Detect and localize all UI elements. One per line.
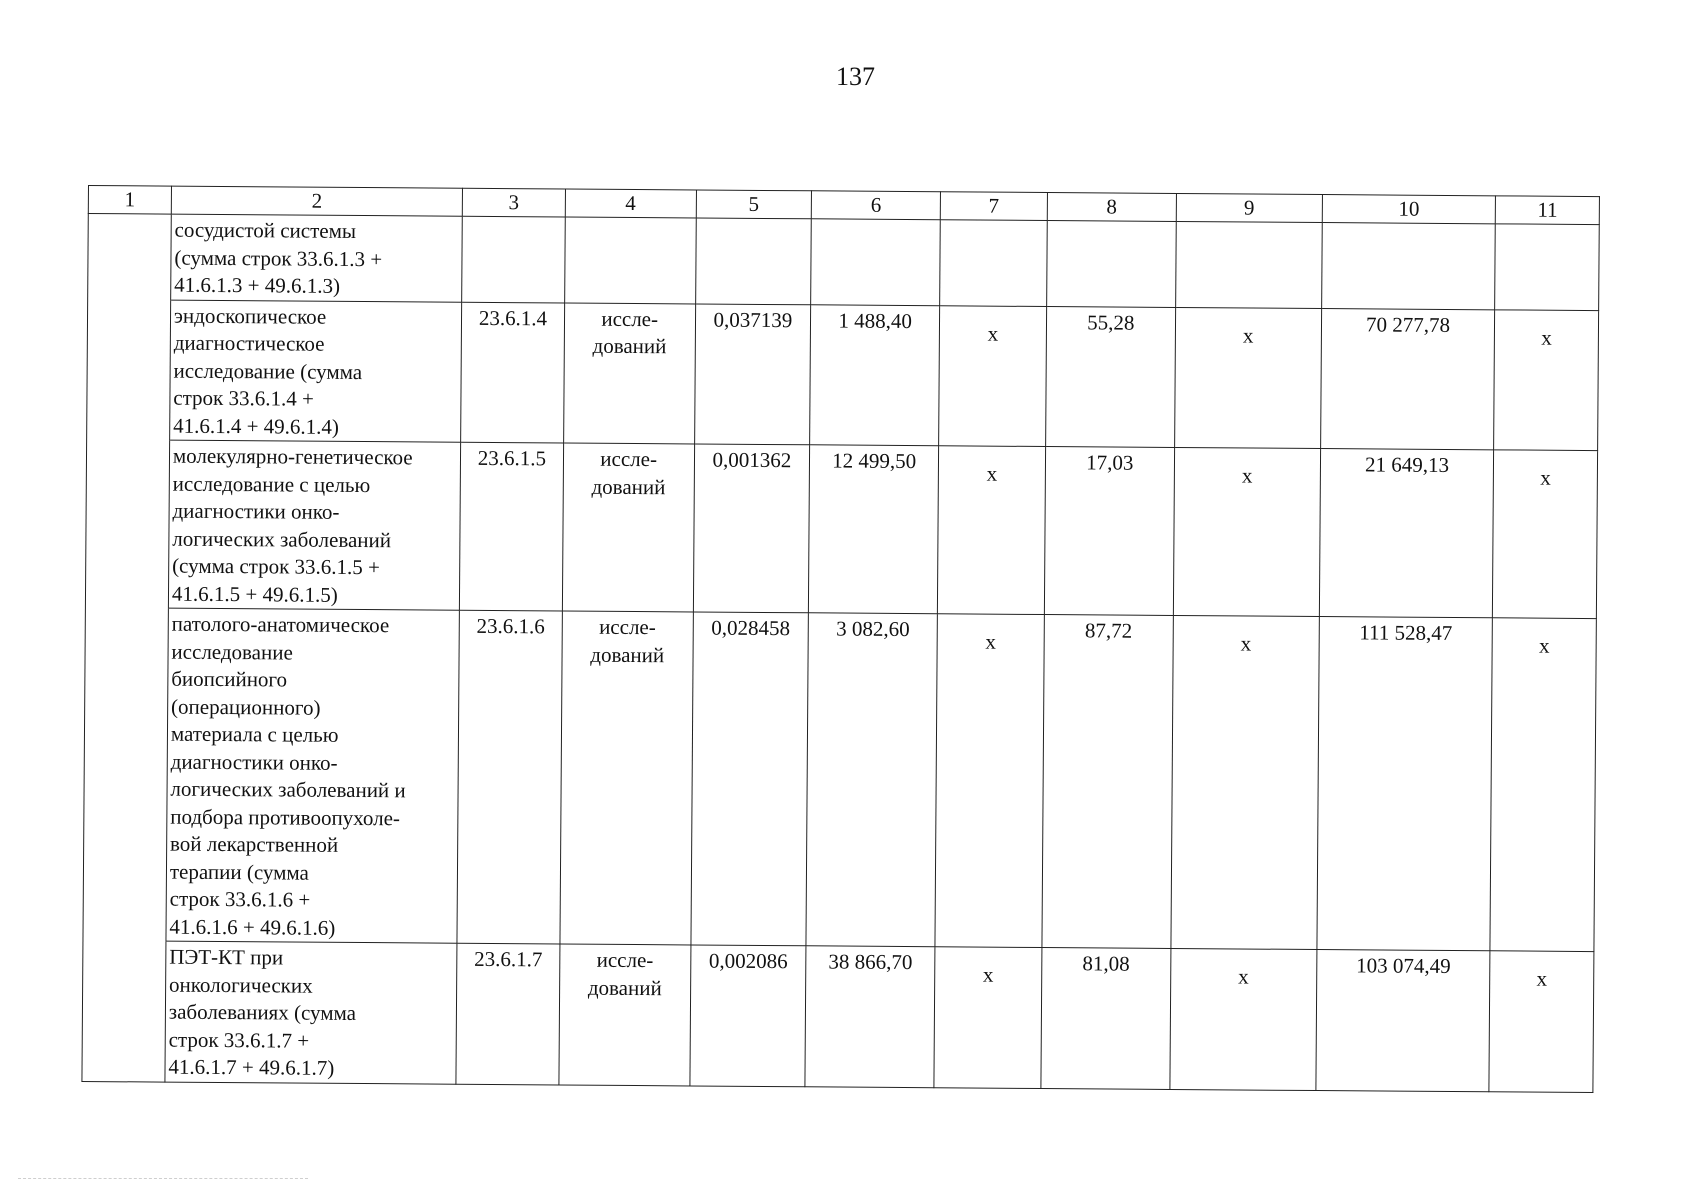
description-line: логических заболеваний и	[170, 776, 406, 803]
column-number: 6	[812, 191, 941, 220]
scan-artifact-line	[18, 1178, 308, 1179]
description-line: диагностики онко-	[172, 498, 340, 524]
description-line: заболеваниях (сумма	[168, 999, 357, 1025]
row-col7: х	[935, 614, 1044, 948]
row-col11	[1495, 224, 1599, 310]
row-description	[165, 941, 457, 1084]
page-number	[0, 62, 1697, 92]
row-col8: 17,03	[1044, 447, 1174, 616]
row-col9: х	[1171, 615, 1320, 949]
row-col7: х	[934, 947, 1042, 1088]
description-line: исследование (сумма	[173, 358, 363, 384]
data-table	[81, 185, 1600, 1093]
page-number-text: 137	[836, 62, 875, 91]
row-col8: 81,08	[1041, 948, 1171, 1089]
row-col11: х	[1489, 951, 1594, 1092]
row-code: 23.6.1.5	[460, 442, 564, 611]
table-row	[87, 299, 1599, 451]
row-group-cell	[83, 607, 168, 941]
row-col5: 0,037139	[694, 303, 811, 444]
row-col8: 87,72	[1042, 615, 1173, 949]
row-col5: 0,001362	[693, 444, 810, 613]
column-number: 2	[171, 186, 462, 216]
row-col9: х	[1170, 948, 1317, 1090]
row-description	[168, 440, 461, 610]
description-line: диагностическое	[173, 330, 325, 356]
row-col11: х	[1494, 309, 1599, 450]
row-col10: 111 528,47	[1317, 617, 1493, 951]
row-col7: х	[939, 305, 1047, 446]
row-col7: х	[937, 446, 1045, 615]
row-group-cell	[87, 299, 171, 440]
row-col9: х	[1174, 307, 1321, 449]
row-col9	[1175, 221, 1322, 308]
row-col11: х	[1490, 618, 1596, 952]
description-line: строк 33.6.1.7 +	[168, 1027, 310, 1053]
unit-line: дований	[590, 642, 665, 667]
description-line: 41.6.1.4 + 49.6.1.4)	[173, 413, 340, 439]
description-line: вой лекарственной	[169, 831, 339, 857]
description-line: 41.6.1.6 + 49.6.1.6)	[169, 914, 336, 940]
row-description	[170, 300, 462, 443]
row-unit	[559, 944, 691, 1085]
row-col6: 1 488,40	[810, 304, 940, 445]
row-col8: 55,28	[1046, 306, 1176, 447]
row-col6: 3 082,60	[806, 613, 937, 947]
unit-line: иссле-	[599, 614, 656, 640]
description-line: логических заболеваний	[172, 526, 392, 552]
row-col10: 70 277,78	[1320, 308, 1494, 450]
table-row	[88, 214, 1600, 311]
unit-line: иссле-	[596, 947, 654, 973]
description-line: 41.6.1.3 + 49.6.1.3)	[174, 272, 341, 298]
row-unit	[562, 443, 694, 612]
description-line: строк 33.6.1.4 +	[173, 385, 314, 411]
row-description	[171, 214, 463, 302]
row-code: 23.6.1.7	[456, 943, 560, 1084]
row-unit	[560, 611, 693, 945]
description-line: (сумма строк 33.6.1.5 +	[172, 553, 381, 580]
description-line: онкологических	[168, 972, 313, 998]
column-number: 9	[1176, 193, 1322, 222]
column-number: 5	[696, 190, 812, 219]
row-col6: 12 499,50	[809, 445, 939, 614]
description-line: (сумма строк 33.6.1.3 +	[174, 245, 383, 271]
row-col7	[940, 220, 1048, 306]
row-code	[462, 216, 565, 302]
description-line: биопсийного	[171, 666, 288, 692]
unit-line: иссле-	[601, 306, 659, 331]
row-description	[166, 608, 460, 943]
row-col10	[1321, 223, 1495, 310]
description-line: 41.6.1.7 + 49.6.1.7)	[168, 1054, 335, 1080]
row-group-cell	[82, 940, 166, 1081]
description-line: подбора противоопухоле-	[170, 804, 401, 830]
column-number: 3	[462, 188, 565, 217]
row-col5	[695, 218, 811, 304]
description-line: строк 33.6.1.6 +	[169, 886, 311, 912]
description-line: 41.6.1.5 + 49.6.1.5)	[171, 581, 338, 607]
description-line: патолого-анатомическое	[171, 611, 390, 638]
row-col5: 0,002086	[690, 945, 807, 1086]
description-line: эндоскопическое	[173, 303, 327, 329]
description-line: диагностики онко-	[170, 749, 338, 775]
description-line: исследование	[171, 639, 293, 665]
column-number: 7	[940, 192, 1047, 221]
unit-line: дований	[592, 333, 667, 359]
column-number: 10	[1322, 195, 1496, 224]
unit-line: дований	[587, 975, 662, 1000]
table-row	[85, 439, 1597, 618]
column-number: 8	[1047, 193, 1176, 222]
row-col6: 38 866,70	[805, 946, 935, 1087]
row-col8	[1047, 221, 1176, 307]
table-row	[83, 607, 1596, 951]
row-col11: х	[1493, 450, 1598, 619]
row-group-cell	[85, 439, 169, 608]
data-table-container	[81, 185, 1600, 1093]
row-col9: х	[1173, 447, 1320, 616]
description-line: сосудистой системы	[174, 217, 357, 243]
column-number: 1	[88, 186, 171, 215]
description-line: материала с целью	[170, 721, 339, 747]
table-row	[82, 940, 1594, 1092]
description-line: ПЭТ-КТ при	[169, 944, 284, 970]
description-line: (операционного)	[171, 694, 321, 720]
row-group-cell	[88, 214, 172, 300]
row-code: 23.6.1.6	[457, 610, 562, 944]
description-line: молекулярно-генетическое	[172, 443, 413, 470]
row-col5: 0,028458	[691, 612, 809, 946]
description-line: терапии (сумма	[169, 859, 309, 885]
column-number: 4	[565, 189, 696, 218]
row-unit	[564, 217, 696, 303]
unit-line: дований	[591, 474, 666, 499]
column-number: 11	[1496, 196, 1600, 225]
row-code: 23.6.1.4	[461, 302, 565, 443]
row-col10: 21 649,13	[1319, 449, 1494, 618]
unit-line: иссле-	[600, 446, 658, 472]
row-col10: 103 074,49	[1316, 950, 1490, 1092]
row-unit	[563, 302, 695, 443]
row-col6	[811, 219, 940, 305]
description-line: исследование с целью	[172, 471, 371, 497]
